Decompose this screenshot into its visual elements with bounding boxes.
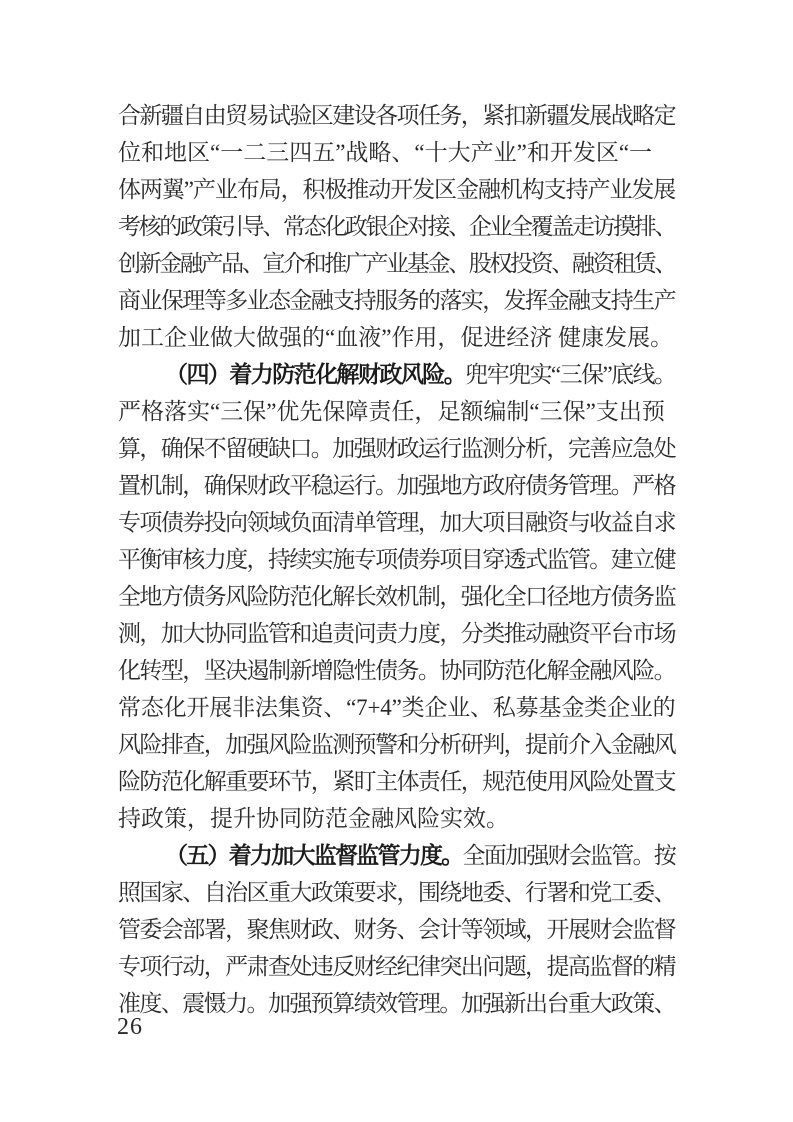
text-line: 风险排查，加强风险监测预警和分析研判，提前介入金融风: [118, 732, 676, 757]
text-line: 测，加大协同监管和追责问责力度，分类推动融资平台市场: [118, 621, 676, 646]
text-line: 专项行动，严肃查处违反财经纪律突出问题，提高监督的精: [118, 954, 676, 979]
paragraph-section-4: [118, 356, 675, 837]
text-line: 险防范化解重要环节，紧盯主体责任，规范使用风险处置支: [118, 769, 676, 794]
text-line: 合新疆自由贸易试验区建设各项任务，紧扣新疆发展战略定: [118, 103, 676, 128]
paragraph-continuation: [118, 97, 675, 356]
section-heading: （四）着力防范化解财政风险。: [165, 362, 466, 387]
text-line: 位和地区“一二三四五”战略、“十大产业”和开发区“一: [118, 140, 653, 165]
text-line: 化转型，坚决遏制新增隐性债务。协同防范化解金融风险。: [118, 658, 676, 683]
page-number: 26: [117, 1014, 143, 1040]
text-line: 商业保理等多业态金融支持服务的落实，发挥金融支持生产: [118, 288, 676, 313]
section-heading: （五）着力加大监督监管力度。: [165, 843, 463, 868]
text-line: （四）着力防范化解财政风险。兜牢兜实“三保”底线。: [165, 362, 676, 387]
text-line: 体两翼”产业布局，积极推动开发区金融机构支持产业发展: [118, 177, 676, 202]
text-line: 算，确保不留硬缺口。加强财政运行监测分析，完善应急处: [118, 436, 676, 461]
text-line: 平衡审核力度，持续实施专项债券项目穿透式监管。建立健: [118, 547, 676, 572]
text-line: 照国家、自治区重大政策要求，围绕地委、行署和党工委、: [118, 880, 676, 905]
text-line: 常态化开展非法集资、“7+4”类企业、私募基金类企业的: [118, 695, 676, 720]
page-body-text: [118, 97, 675, 1022]
text-line: 严格落实“三保”优先保障责任，足额编制“三保”支出预: [118, 399, 665, 424]
text-line: （五）着力加大监督监管力度。全面加强财会监管。按: [165, 843, 675, 868]
text-line: 全地方债务风险防范化解长效机制，强化全口径地方债务监: [118, 584, 676, 609]
text-line: 创新金融产品、宣介和推广产业基金、股权投资、融资租赁、: [118, 251, 676, 276]
paragraph-section-5: [118, 837, 675, 1022]
text-line: 准度、震慑力。加强预算绩效管理。加强新出台重大政策、: [118, 991, 676, 1016]
text-line: 专项债券投向领域负面清单管理，加大项目融资与收益自求: [118, 510, 676, 535]
text-line: 加工企业做大做强的“血液”作用，促进经济 健康发展。: [118, 325, 674, 350]
text-line: 考核的政策引导、常态化政银企对接、企业全覆盖走访摸排、: [118, 214, 676, 239]
text-line: 置机制，确保财政平稳运行。加强地方政府债务管理。严格: [118, 473, 676, 498]
text-line: 持政策，提升协同防范金融风险实效。: [118, 806, 509, 831]
text-line: 管委会部署，聚焦财政、财务、会计等领域，开展财会监督: [118, 917, 676, 942]
